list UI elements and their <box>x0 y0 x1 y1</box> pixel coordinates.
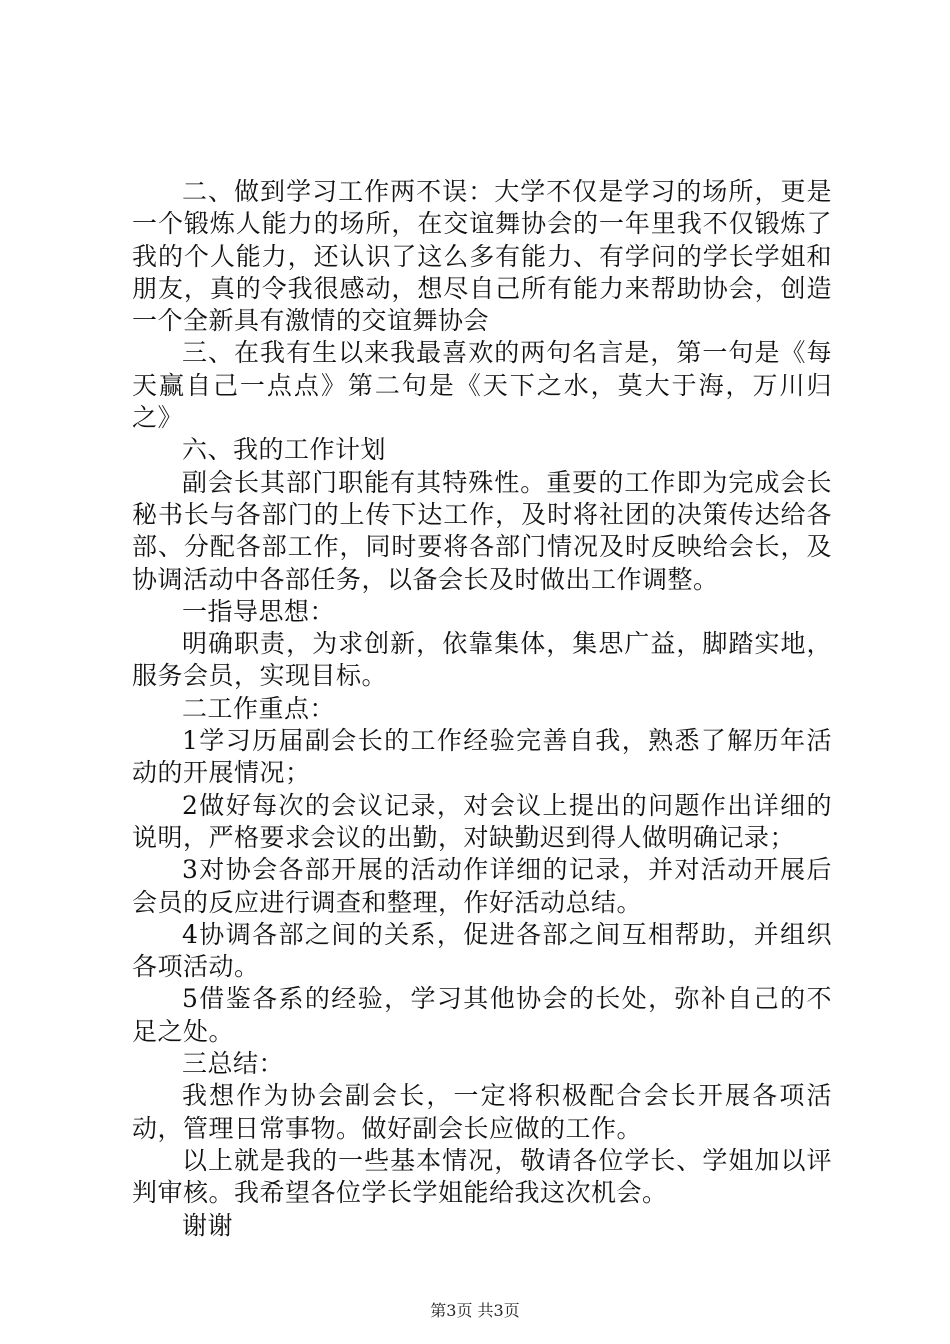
list-item-4: 4协调各部之间的关系，促进各部之间互相帮助，并组织各项活动。 <box>132 919 832 982</box>
list-item-2: 2做好每次的会议记录，对会议上提出的问题作出详细的说明，严格要求会议的出勤，对缺勤迟到得人做明确记录； <box>132 790 832 852</box>
list-item-1: 1学习历届副会长的工作经验完善自我，熟悉了解历年活动的开展情况； <box>132 726 832 788</box>
document-body <box>132 176 832 1242</box>
list-item-3: 3对协会各部开展的活动作详细的记录，并对活动开展后会员的反应进行调查和整理，作好活动总结。 <box>132 855 832 917</box>
closing-thanks: 谢谢 <box>182 1210 234 1240</box>
paragraph-2: 三、在我有生以来我最喜欢的两句名言是，第一句是《每天赢自己一点点》第二句是《天下之水，莫大于海，万川归之》 <box>132 338 832 433</box>
paragraph-4: 副会长其部门职能有其特殊性。重要的工作即为完成会长秘书长与各部门的上传下达工作，及时将社团的决策传达给各部、分配各部工作，同时要将各部门情况及时反映给会长，及协调活动中各部任务，以备会长及时做出工作调整。 <box>132 467 832 594</box>
subheading-summary: 三总结： <box>182 1049 285 1079</box>
page-number-footer: 第3页 共3页 <box>430 1301 520 1320</box>
subheading-work-focus: 二工作重点： <box>182 693 336 723</box>
paragraph-6: 明确职责，为求创新，依靠集体，集思广益，脚踏实地，服务会员，实现目标。 <box>132 629 832 691</box>
list-item-5: 5借鉴各系的经验，学习其他协会的长处，弥补自己的不足之处。 <box>132 984 832 1046</box>
paragraph-14: 我想作为协会副会长，一定将积极配合会长开展各项活动，管理日常事物。做好副会长应做的工作。 <box>132 1081 832 1143</box>
paragraph-1: 二、做到学习工作两不误：大学不仅是学习的场所，更是一个锻炼人能力的场所，在交谊舞协会的一年里我不仅锻炼了我的个人能力，还认识了这么多有能力、有学问的学长学姐和朋友，真的令我很感动，想尽自己所有能力来帮助协会，创造一个全新具有激情的交谊舞协会 <box>132 177 832 336</box>
section-heading-work-plan: 六、我的工作计划 <box>182 435 387 465</box>
paragraph-15: 以上就是我的一些基本情况，敬请各位学长、学姐加以评判审核。我希望各位学长学姐能给我这次机会。 <box>132 1145 832 1208</box>
subheading-guiding-thought: 一指导思想： <box>182 596 336 626</box>
